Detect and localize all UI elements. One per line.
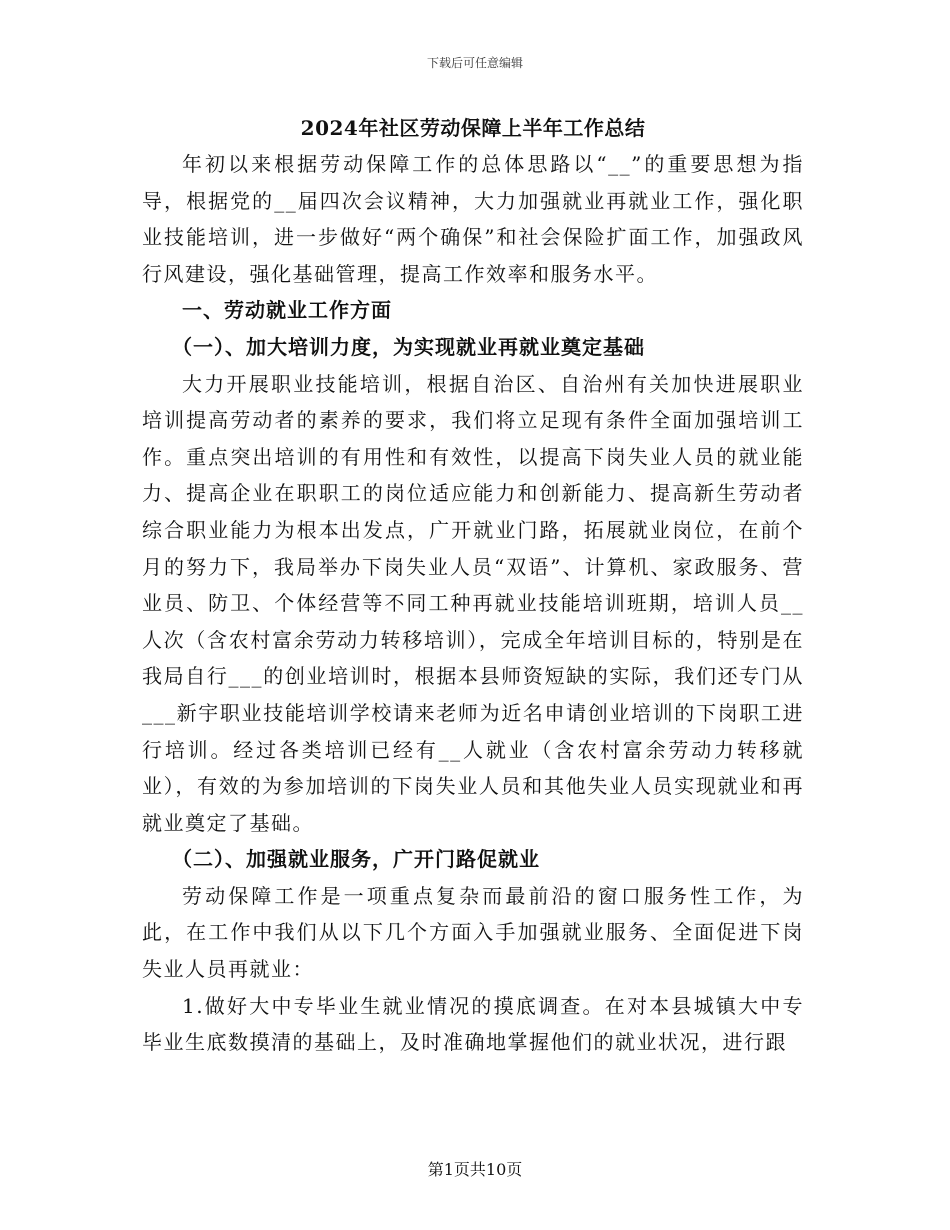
paragraph-intro: 年初以来根据劳动保障工作的总体思路以“__”的重要思想为指导，根据党的__届四次会议精神，大力加强就业再就业工作，强化职业技能培训，进一步做好“两个确保”和社会保险扩面工作，加强政风行风建设，强化基础管理，提高工作效率和服务水平。 xyxy=(142,152,804,286)
document-body xyxy=(142,110,804,1061)
paragraph-service: 劳动保障工作是一项重点复杂而最前沿的窗口服务性工作，为此，在工作中我们从以下几个方面入手加强就业服务、全面促进下岗失业人员再就业： xyxy=(142,883,804,982)
subsection-heading-training: （一）、加大培训力度，为实现就业再就业奠定基础 xyxy=(172,334,645,359)
section-heading-employment: 一、劳动就业工作方面 xyxy=(182,298,392,323)
paragraph-graduates: 1.做好大中专毕业生就业情况的摸底调查。在对本县城镇大中专毕业生底数摸清的基础上，及时准确地掌握他们的就业状况，进行跟 xyxy=(142,993,804,1055)
page-number: 第1页共10页 xyxy=(427,1160,523,1179)
subsection-heading-service: （二）、加强就业服务，广开门路促就业 xyxy=(172,847,540,872)
header-note: 下载后可任意编辑 xyxy=(426,56,523,70)
document-title: 2024年社区劳动保障上半年工作总结 xyxy=(300,116,646,140)
paragraph-training: 大力开展职业技能培训，根据自治区、自治州有关加快进展职业培训提高劳动者的素养的要求，我们将立足现有条件全面加强培训工作。重点突出培训的有用性和有效性，以提高下岗失业人员的就业能力、提高企业在职职工的岗位适应能力和创新能力、提高新生劳动者综合职业能力为根本出发点，广开就业门路，拓展就业岗位，在前个月的努力下，我局举办下岗失业人员“双语”、计算机、家政服务、营业员、防卫、个体经营等不同工种再就业技能培训班期，培训人员__人次（含农村富余劳动力转移培训），完成全年培训目标的，特别是在我局自行___的创业培训时，根据本县师资短缺的实际，我们还专门从___新宇职业技能培训学校请来老师为近名申请创业培训的下岗职工进行培训。经过各类培训已经有__人就业（含农村富余劳动力转移就业），有效的为参加培训的下岗失业人员和其他失业人员实现就业和再就业奠定了基础。 xyxy=(142,371,804,835)
